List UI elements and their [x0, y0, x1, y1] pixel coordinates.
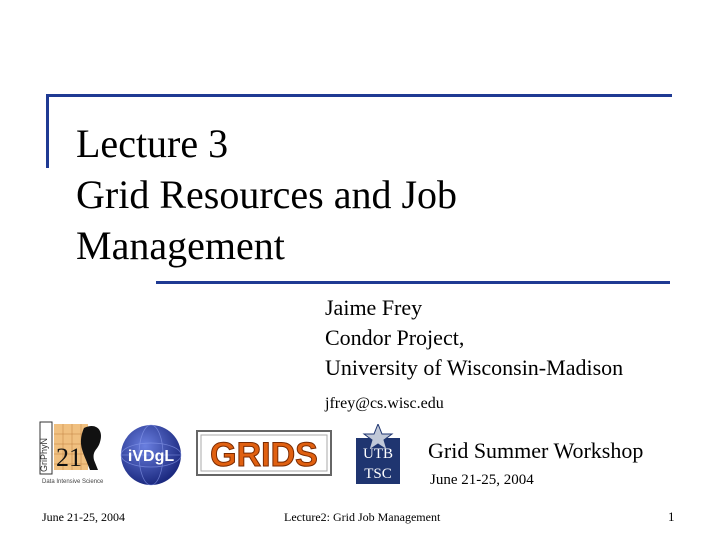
title-frame-top-rule [48, 94, 672, 97]
ivdgl-logo [120, 424, 182, 486]
footer-page-number: 1 [668, 509, 675, 524]
ivdgl-logo-text: iVDgL [127, 448, 175, 465]
title-line-2: Grid Resources and Job [76, 172, 458, 217]
griphyn-logo [38, 420, 110, 486]
slide-title [76, 118, 676, 271]
footer-date: June 21-25, 2004 [42, 510, 125, 524]
author-university: University of Wisconsin-Madison [325, 355, 624, 380]
title-line-3: Management [76, 223, 285, 268]
griphyn-logo-name: GriPhyN [39, 437, 49, 472]
title-frame-bottom-rule [156, 281, 670, 284]
author-block [325, 293, 623, 383]
svg-text:21: 21 [56, 443, 82, 472]
footer-lecture-title: Lecture2: Grid Job Management [284, 510, 441, 524]
workshop-date: June 21-25, 2004 [430, 472, 534, 488]
utb-logo-line1: UTB [363, 446, 393, 462]
title-line-1: Lecture 3 [76, 121, 229, 166]
grids-logo-text: GRIDS [210, 436, 318, 474]
utb-logo-line2: TSC [364, 466, 392, 482]
griphyn-tagline: Data Intensive Science [42, 479, 104, 485]
utb-tsc-logo [356, 424, 400, 484]
author-email: jfrey@cs.wisc.edu [325, 395, 444, 412]
author-name: Jaime Frey [325, 295, 423, 320]
workshop-name: Grid Summer Workshop [428, 438, 644, 463]
title-frame-left-rule [46, 94, 49, 168]
grids-logo [196, 430, 332, 476]
author-project: Condor Project, [325, 325, 465, 350]
